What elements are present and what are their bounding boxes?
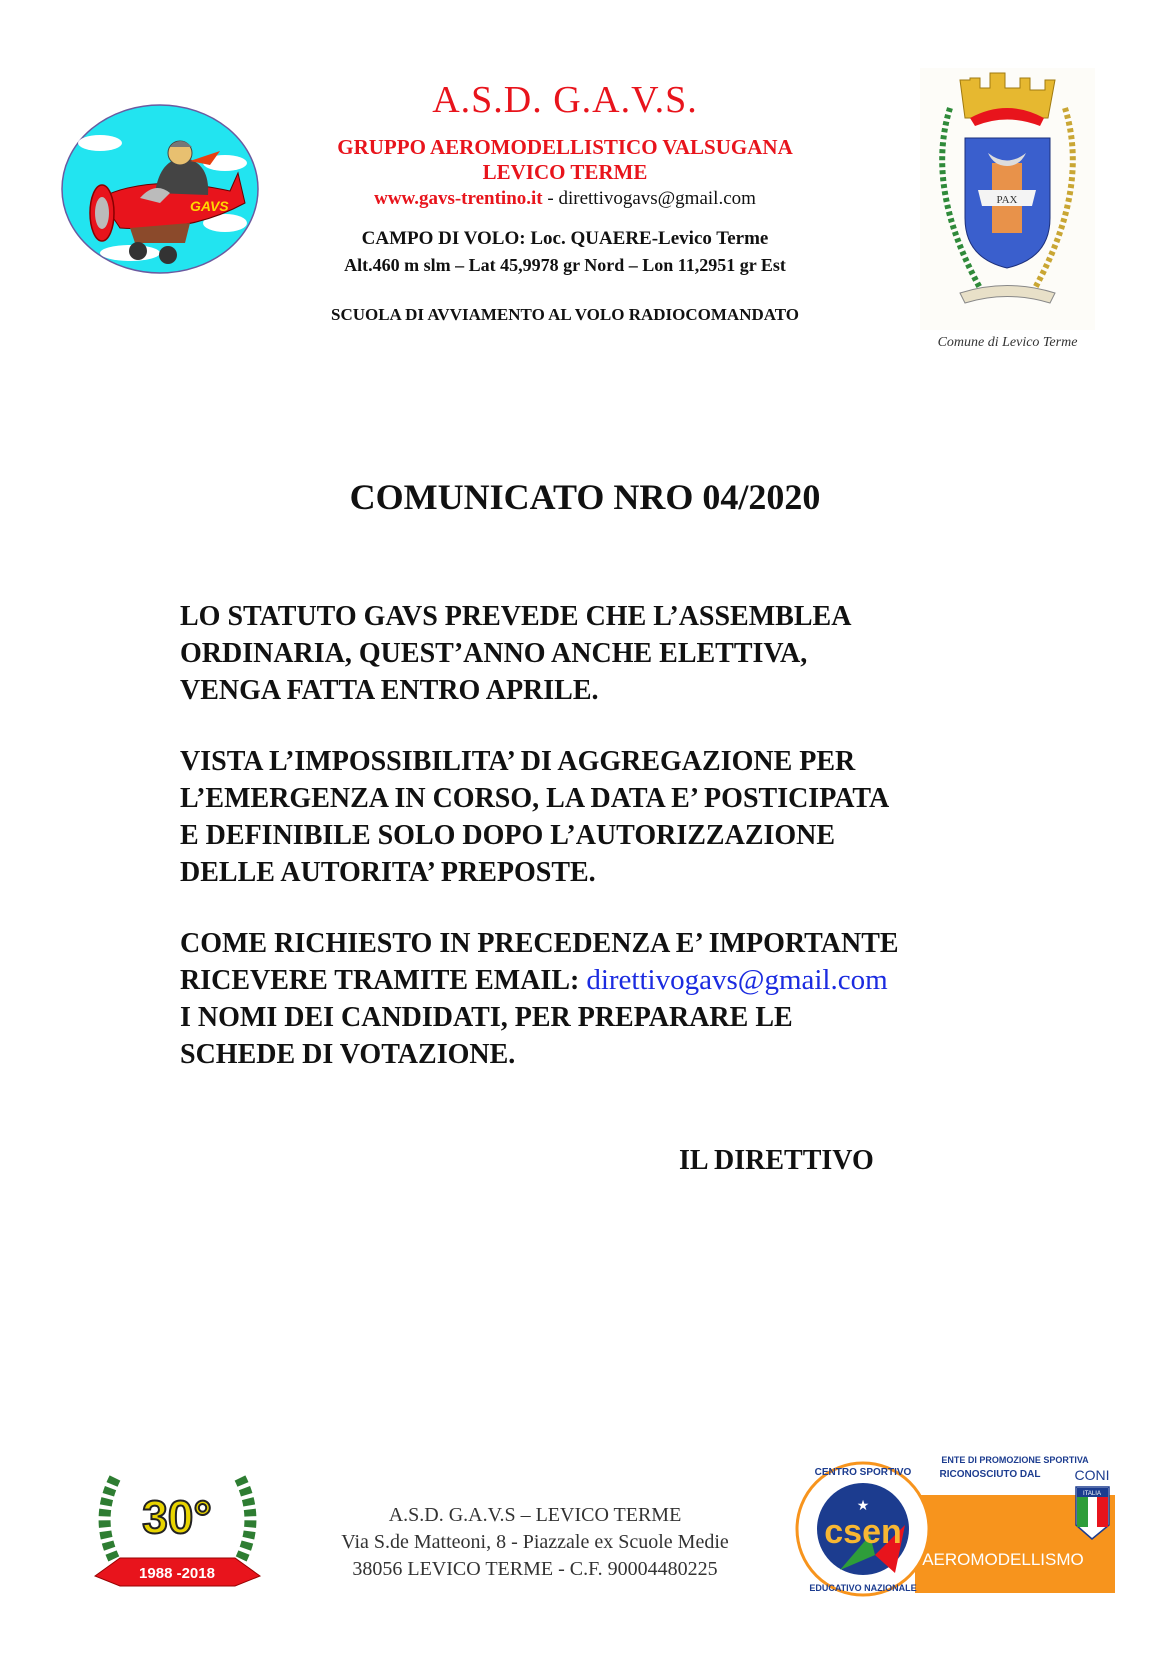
contact-email[interactable]: direttivogavs@gmail.com [558,188,756,209]
paragraph-1 [180,598,1040,709]
org-title: A.S.D. G.A.V.S. [432,79,698,121]
svg-text:★: ★ [856,1499,870,1514]
plane-logo-text: GAVS [190,198,229,214]
footer-city-cf: 38056 LEVICO TERME - C.F. 90004480225 [352,1558,718,1580]
csen-tagline-2: RICONOSCIUTO DAL [939,1469,1041,1480]
document-heading: COMUNICATO NRO 04/2020 [349,477,821,517]
crest-caption: Comune di Levico Terme [937,335,1078,350]
footer-street: Via S.de Matteoni, 8 - Piazzale ex Scuole Medie [341,1531,729,1553]
paragraph-line: SCHEDE DI VOTAZIONE. [180,1039,516,1070]
paragraph-line-with-email [180,962,1040,999]
crest-motto: PAX [996,194,1018,206]
field-coordinates: Alt.460 m slm – Lat 45,9978 gr Nord – Lon 11,2951 gr Est [344,255,786,275]
csen-ring-top: CENTRO SPORTIVO [814,1467,912,1478]
school-subtitle: SCUOLA DI AVVIAMENTO AL VOLO RADIOCOMANDATO [330,305,800,324]
contact-separator: - [542,188,559,209]
paragraph-line: E DEFINIBILE SOLO DOPO L’AUTORIZZAZIONE [180,820,836,851]
csen-logo [795,1455,1120,1600]
csen-ring-bottom: EDUCATIVO NAZIONALE [809,1583,917,1593]
anniversary-number: 30° [142,1491,212,1543]
paragraph-line: LO STATUTO GAVS PREVEDE CHE L’ASSEMBLEA [180,601,852,632]
coni-label: CONI [1074,1467,1110,1483]
paragraph-line: COME RICHIESTO IN PRECEDENZA E’ IMPORTANTE [180,928,899,959]
gavs-plane-logo [60,103,260,275]
csen-tagline-1: ENTE DI PROMOZIONE SPORTIVA [941,1455,1089,1465]
paragraph-line: L’EMERGENZA IN CORSO, LA DATA E’ POSTICIPATA [180,783,890,814]
contact-line [250,188,880,210]
anniversary-years: 1988 -2018 [139,1565,215,1582]
footer-org: A.S.D. G.A.V.S – LEVICO TERME [388,1504,682,1526]
paragraph-2 [180,743,1040,891]
footer-address [300,1502,770,1583]
email-link[interactable]: direttivogavs@gmail.com [586,964,888,996]
flying-field: CAMPO DI VOLO: Loc. QUAERE-Levico Terme [361,228,769,249]
paragraph-3 [180,925,1040,1073]
org-city: LEVICO TERME [482,160,648,184]
paragraph-line-text: RICEVERE TRAMITE EMAIL: [180,965,587,996]
paragraph-line: DELLE AUTORITA’ PREPOSTE. [180,857,596,888]
paragraph-line: VENGA FATTA ENTRO APRILE. [180,675,599,706]
paragraph-line: ORDINARIA, QUEST’ANNO ANCHE ELETTIVA, [180,638,808,669]
paragraph-line: VISTA L’IMPOSSIBILITA’ DI AGGREGAZIONE PER [180,746,856,777]
website-link[interactable]: www.gavs-trentino.it [374,188,543,209]
org-subtitle: GRUPPO AEROMODELLISTICO VALSUGANA [337,135,793,159]
csen-banner: AEROMODELLISMO [922,1550,1084,1569]
signature: IL DIRETTIVO [679,1145,874,1176]
coni-italia: ITALIA [1083,1491,1101,1497]
csen-acronym: csen [824,1513,902,1551]
paragraph-line: I NOMI DEI CANDIDATI, PER PREPARARE LE [180,1002,793,1033]
anniversary-logo [85,1458,270,1598]
levico-crest [920,68,1095,330]
